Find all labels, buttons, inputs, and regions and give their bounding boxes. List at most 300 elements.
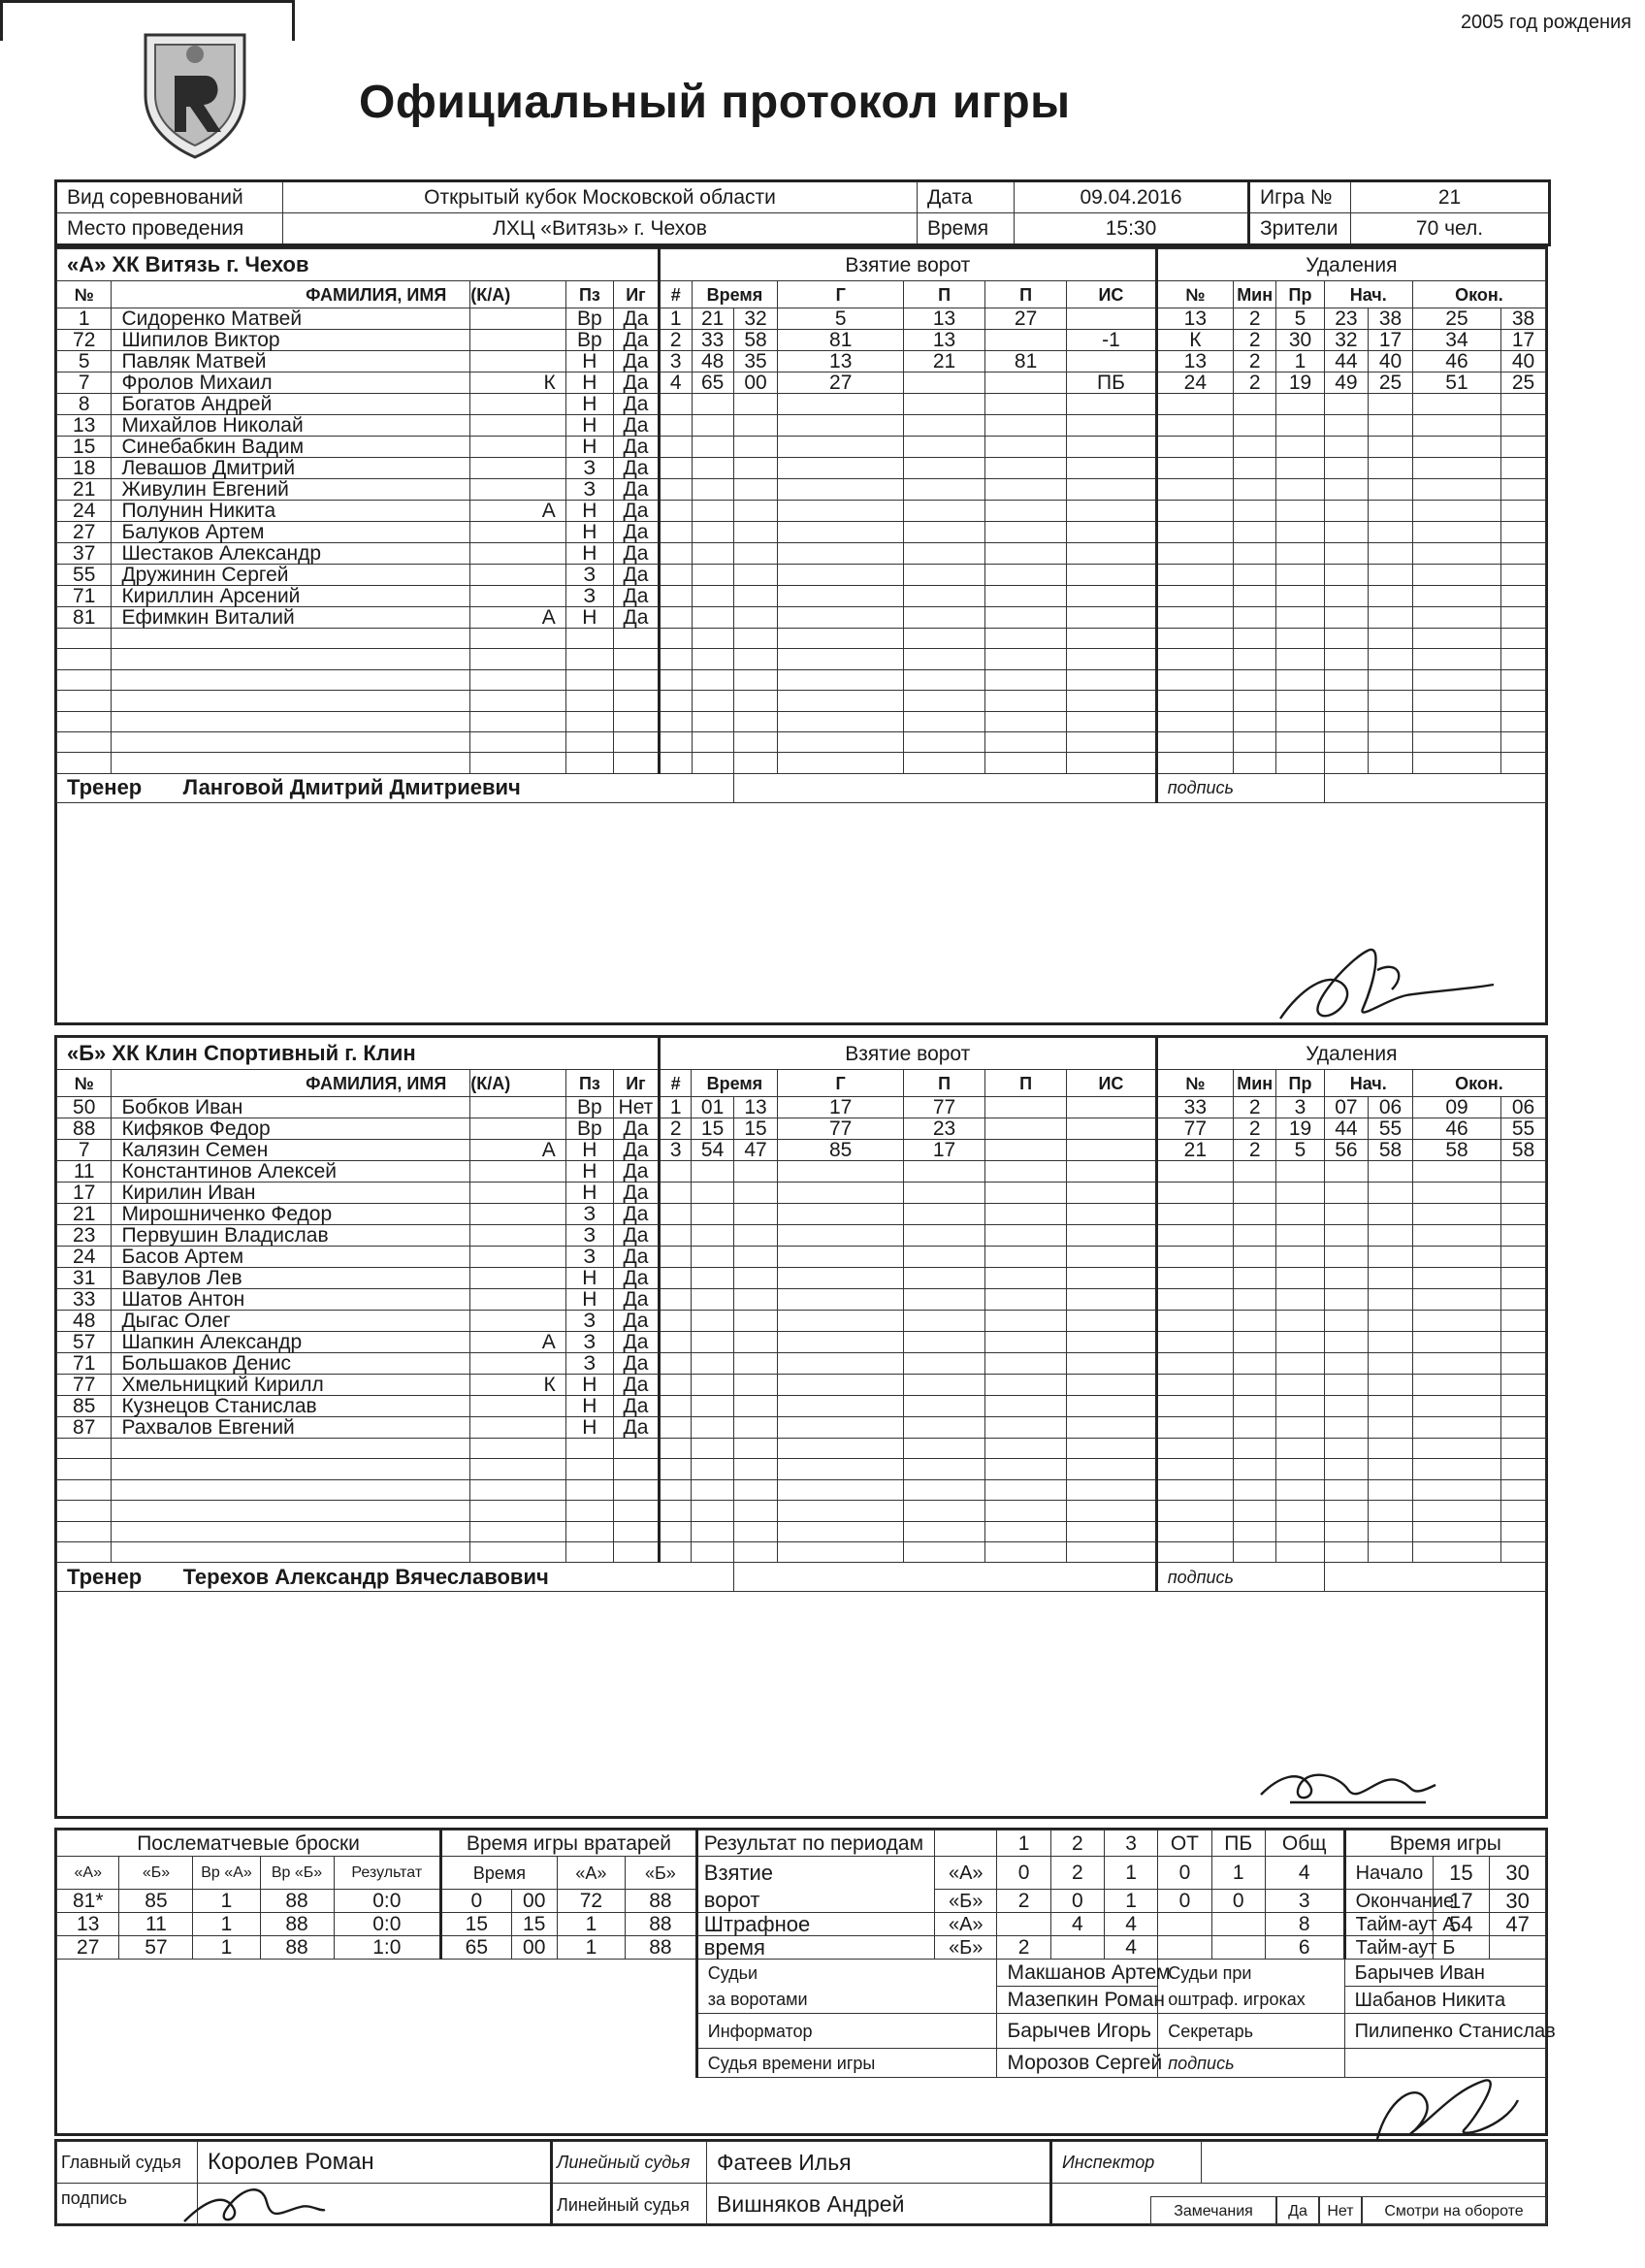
player-played: Да bbox=[614, 522, 660, 543]
start-minute: 30 bbox=[1490, 1857, 1546, 1890]
remarks-area bbox=[1051, 2184, 1547, 2226]
col-goal-scorer: Г bbox=[778, 281, 904, 308]
penalty-end-min bbox=[1412, 1417, 1500, 1439]
player-name bbox=[112, 711, 470, 731]
penalty-end-sec bbox=[1501, 629, 1546, 649]
goal-assist-1 bbox=[904, 479, 985, 501]
goal-number bbox=[659, 753, 692, 773]
goal-scorer bbox=[778, 1375, 904, 1396]
goal-second bbox=[733, 1541, 778, 1562]
goal-minute bbox=[692, 501, 733, 522]
player-played: Да bbox=[614, 437, 660, 458]
goal-minute bbox=[692, 1289, 733, 1311]
remarks-yes: Да bbox=[1276, 2196, 1319, 2225]
col-pen-number: № bbox=[1156, 1070, 1233, 1097]
penalty-end-min: 09 bbox=[1412, 1097, 1500, 1118]
penalty-minutes bbox=[1233, 1183, 1275, 1204]
goal-number bbox=[659, 1247, 692, 1268]
player-position: З bbox=[565, 1204, 613, 1225]
player-number: 11 bbox=[57, 1161, 112, 1183]
player-position bbox=[565, 1521, 613, 1541]
shootout-b: 57 bbox=[119, 1936, 193, 1960]
penalty-number bbox=[1156, 1268, 1233, 1289]
player-role bbox=[470, 437, 565, 458]
penalty-reason: 19 bbox=[1276, 373, 1324, 394]
goal-scorer bbox=[778, 394, 904, 415]
table-row bbox=[57, 753, 1546, 773]
penalty-end-sec bbox=[1501, 649, 1546, 669]
table-row bbox=[57, 1501, 1546, 1521]
penalty-reason bbox=[1276, 1439, 1324, 1459]
penalty-start-min bbox=[1324, 1311, 1369, 1332]
document-title: Официальный протокол игры bbox=[359, 77, 1071, 128]
penalty-end-sec bbox=[1501, 1439, 1546, 1459]
goal-second: 58 bbox=[733, 330, 778, 351]
goal-second bbox=[733, 1417, 778, 1439]
penalty-start-sec bbox=[1369, 1311, 1413, 1332]
team-a-penalties-title: Удаления bbox=[1156, 249, 1545, 281]
period-header-h2: 2 bbox=[1050, 1831, 1104, 1857]
team-b-coach-name: Терехов Александр Вячеславович bbox=[174, 1563, 734, 1592]
player-position: Н bbox=[565, 394, 613, 415]
penalty-reason bbox=[1276, 1247, 1324, 1268]
goal-assist-2 bbox=[985, 1417, 1067, 1439]
goal-assist-2 bbox=[985, 1353, 1067, 1375]
penalty-start-sec bbox=[1369, 1289, 1413, 1311]
goal-assist-1 bbox=[904, 1268, 985, 1289]
goal-assist-1 bbox=[904, 1501, 985, 1521]
penalty-end-min bbox=[1412, 1375, 1500, 1396]
goal-minute bbox=[692, 522, 733, 543]
team-a-coach-signature bbox=[1261, 931, 1503, 1038]
table-row bbox=[57, 586, 1546, 607]
goal-second bbox=[733, 501, 778, 522]
col-pen-reason: Пр bbox=[1276, 1070, 1324, 1097]
goal-assist-1 bbox=[904, 711, 985, 731]
table-row bbox=[57, 1459, 1546, 1479]
table-row bbox=[57, 1289, 1546, 1311]
penalty-start-sec bbox=[1369, 415, 1413, 437]
table-row bbox=[57, 1857, 1546, 1890]
penalty-start-sec bbox=[1369, 731, 1413, 752]
table-row bbox=[57, 1268, 1546, 1289]
team-b-team-name: «Б» ХК Клин Спортивный г. Клин bbox=[57, 1038, 660, 1070]
penalty-start-sec bbox=[1369, 1459, 1413, 1479]
player-name bbox=[112, 1541, 470, 1562]
goal-scorer bbox=[778, 501, 904, 522]
penalty-end-sec bbox=[1501, 731, 1546, 752]
penalty-start-sec bbox=[1369, 691, 1413, 711]
penalty-number bbox=[1156, 1417, 1233, 1439]
col-goal-time: Время bbox=[692, 1070, 778, 1097]
timekeeper-label: Судья времени игры bbox=[696, 2049, 997, 2078]
penalty-start-sec bbox=[1369, 669, 1413, 690]
penalty-end-sec bbox=[1501, 522, 1546, 543]
penalty-end-min: 46 bbox=[1412, 1118, 1500, 1140]
player-played bbox=[614, 649, 660, 669]
goal-minute bbox=[692, 1204, 733, 1225]
penalty-reason: 19 bbox=[1276, 1118, 1324, 1140]
period-row-label: ворот bbox=[696, 1890, 934, 1913]
table-row bbox=[57, 330, 1546, 351]
penalty-minutes bbox=[1233, 711, 1275, 731]
player-played: Да bbox=[614, 330, 660, 351]
goals-a-period: 1 bbox=[1211, 1857, 1265, 1890]
player-played bbox=[614, 691, 660, 711]
col-pen-end: Окон. bbox=[1412, 281, 1545, 308]
goal-situation bbox=[1067, 1417, 1157, 1439]
goal-assist-1 bbox=[904, 586, 985, 607]
penalty-end-sec bbox=[1501, 543, 1546, 565]
penalty-start-min bbox=[1324, 1375, 1369, 1396]
period-value: 4 bbox=[1050, 1913, 1104, 1936]
shootout-col-h_gkb: Вр «Б» bbox=[260, 1857, 334, 1890]
goal-scorer bbox=[778, 1183, 904, 1204]
player-role bbox=[470, 1541, 565, 1562]
goal-assist-2 bbox=[985, 1501, 1067, 1521]
goal-assist-1 bbox=[904, 1459, 985, 1479]
player-role bbox=[470, 1161, 565, 1183]
goal-second bbox=[733, 586, 778, 607]
goal-second bbox=[733, 479, 778, 501]
penalty-end-sec bbox=[1501, 1541, 1546, 1562]
player-name: Кирилин Иван bbox=[112, 1183, 470, 1204]
goalie-col-b: «Б» bbox=[626, 1857, 697, 1890]
player-number bbox=[57, 649, 112, 669]
goal-situation bbox=[1067, 1501, 1157, 1521]
player-number: 71 bbox=[57, 1353, 112, 1375]
period-value: 0 bbox=[1158, 1890, 1211, 1913]
goal-situation bbox=[1067, 1204, 1157, 1225]
penalty-start-min bbox=[1324, 731, 1369, 752]
penalty-reason bbox=[1276, 394, 1324, 415]
player-name: Полунин Никита bbox=[112, 501, 470, 522]
penalty-end-sec bbox=[1501, 691, 1546, 711]
penalty-number bbox=[1156, 711, 1233, 731]
period-value bbox=[1158, 1913, 1211, 1936]
team-a-coach-sign-label: подпись bbox=[1156, 773, 1324, 802]
goal-second bbox=[733, 1353, 778, 1375]
penalty-end-sec bbox=[1501, 607, 1546, 629]
penalty-end-sec bbox=[1501, 458, 1546, 479]
player-role bbox=[470, 1097, 565, 1118]
player-position: З bbox=[565, 1225, 613, 1247]
penalty-minutes bbox=[1233, 586, 1275, 607]
goal-scorer bbox=[778, 1332, 904, 1353]
player-played: Нет bbox=[614, 1097, 660, 1118]
player-name: Фролов Михаил bbox=[112, 373, 470, 394]
penalty-minutes bbox=[1233, 522, 1275, 543]
penalty-end-sec bbox=[1501, 586, 1546, 607]
player-played: Да bbox=[614, 1247, 660, 1268]
penalty-end-sec bbox=[1501, 1247, 1546, 1268]
goal-scorer bbox=[778, 565, 904, 586]
player-name bbox=[112, 1479, 470, 1500]
table-row bbox=[57, 669, 1546, 690]
goal-situation bbox=[1067, 649, 1157, 669]
penalty-minutes bbox=[1233, 458, 1275, 479]
player-role bbox=[470, 586, 565, 607]
penalty-reason bbox=[1276, 731, 1324, 752]
goal-second bbox=[733, 1375, 778, 1396]
table-row bbox=[57, 1936, 1546, 1960]
penalty-end-min bbox=[1412, 1161, 1500, 1183]
shootout-b: 85 bbox=[119, 1890, 193, 1913]
penalty-number bbox=[1156, 649, 1233, 669]
penalty-end-sec bbox=[1501, 1353, 1546, 1375]
penalty-number bbox=[1156, 565, 1233, 586]
penalty-number: 21 bbox=[1156, 1140, 1233, 1161]
goal-second bbox=[733, 437, 778, 458]
penalty-end-min bbox=[1412, 1353, 1500, 1375]
table-row bbox=[57, 501, 1546, 522]
penalty-reason bbox=[1276, 1417, 1324, 1439]
player-name bbox=[112, 1459, 470, 1479]
penalty-start-min: 23 bbox=[1324, 308, 1369, 330]
team-b-coach-signature bbox=[1251, 1756, 1445, 1814]
goal-situation bbox=[1067, 1521, 1157, 1541]
goal-assist-1 bbox=[904, 669, 985, 690]
penalty-reason bbox=[1276, 753, 1324, 773]
goal-assist-2 bbox=[985, 1332, 1067, 1353]
penalty-start-sec bbox=[1369, 586, 1413, 607]
penalty-end-sec bbox=[1501, 1289, 1546, 1311]
goal-second bbox=[733, 607, 778, 629]
goalie-second: 00 bbox=[511, 1890, 557, 1913]
penalty-end-min bbox=[1412, 1439, 1500, 1459]
player-played bbox=[614, 669, 660, 690]
goal-minute bbox=[692, 1541, 733, 1562]
player-name: Дружинин Сергей bbox=[112, 565, 470, 586]
penalty-start-sec bbox=[1369, 522, 1413, 543]
goal-number bbox=[659, 458, 692, 479]
goal-assist-2 bbox=[985, 415, 1067, 437]
goal-second: 32 bbox=[733, 308, 778, 330]
penalty-start-sec bbox=[1369, 1439, 1413, 1459]
penalty-minutes: 2 bbox=[1233, 1097, 1275, 1118]
penalty-minutes bbox=[1233, 1247, 1275, 1268]
penalty-minutes bbox=[1233, 1417, 1275, 1439]
penalty-reason bbox=[1276, 1161, 1324, 1183]
penalty-start-min: 32 bbox=[1324, 330, 1369, 351]
penalty-number: 24 bbox=[1156, 373, 1233, 394]
period-value bbox=[997, 1913, 1050, 1936]
goal-assist-1: 13 bbox=[904, 308, 985, 330]
player-played: Да bbox=[614, 1311, 660, 1332]
table-row bbox=[57, 1118, 1546, 1140]
penalty-end-min bbox=[1412, 1332, 1500, 1353]
goal-assist-1 bbox=[904, 731, 985, 752]
goal-second bbox=[733, 1204, 778, 1225]
goals-a-period: 0 bbox=[997, 1857, 1050, 1890]
penalty-reason bbox=[1276, 1332, 1324, 1353]
player-role bbox=[470, 753, 565, 773]
goal-minute bbox=[692, 629, 733, 649]
table-row bbox=[57, 1960, 1546, 1987]
table-row bbox=[57, 1311, 1546, 1332]
table-row bbox=[57, 1038, 1546, 1070]
penalty-start-min bbox=[1324, 711, 1369, 731]
table-row bbox=[57, 1183, 1546, 1204]
period-header-h1: 1 bbox=[997, 1831, 1050, 1857]
player-role: К bbox=[470, 373, 565, 394]
period-value: 3 bbox=[1265, 1890, 1344, 1913]
goal-second bbox=[733, 1183, 778, 1204]
penalty-start-min bbox=[1324, 1204, 1369, 1225]
col-pen-end: Окон. bbox=[1412, 1070, 1545, 1097]
table-row bbox=[57, 1987, 1546, 2014]
goal-assist-2 bbox=[985, 1161, 1067, 1183]
game-number-label: Игра № bbox=[1249, 181, 1351, 213]
period-header-hot: ОТ bbox=[1158, 1831, 1211, 1857]
shootout-goalie-b: 88 bbox=[260, 1890, 334, 1913]
player-played: Да bbox=[614, 373, 660, 394]
penalty-end-min bbox=[1412, 1225, 1500, 1247]
penalty-end-sec bbox=[1501, 711, 1546, 731]
player-position: Н bbox=[565, 607, 613, 629]
goal-number: 1 bbox=[659, 1097, 692, 1118]
player-role: А bbox=[470, 1140, 565, 1161]
penalty-number: 13 bbox=[1156, 351, 1233, 373]
goal-minute bbox=[692, 649, 733, 669]
penalty-end-min bbox=[1412, 394, 1500, 415]
player-number bbox=[57, 753, 112, 773]
player-number: 71 bbox=[57, 586, 112, 607]
goal-assist-2 bbox=[985, 1289, 1067, 1311]
period-value bbox=[1050, 1936, 1104, 1960]
remarks-no: Нет bbox=[1319, 2196, 1362, 2225]
goal-second: 35 bbox=[733, 351, 778, 373]
goal-situation bbox=[1067, 351, 1157, 373]
table-row bbox=[57, 308, 1546, 330]
penalty-end-min bbox=[1412, 731, 1500, 752]
goalie-b: 88 bbox=[626, 1913, 697, 1936]
player-number bbox=[57, 1459, 112, 1479]
penalty-end-sec bbox=[1501, 753, 1546, 773]
goalie-col-time: Время bbox=[441, 1857, 558, 1890]
goal-situation bbox=[1067, 437, 1157, 458]
goal-assist-1 bbox=[904, 1396, 985, 1417]
player-number: 72 bbox=[57, 330, 112, 351]
player-position: Н bbox=[565, 1289, 613, 1311]
goal-assist-1 bbox=[904, 1311, 985, 1332]
goal-assist-1: 13 bbox=[904, 330, 985, 351]
goal-number bbox=[659, 1289, 692, 1311]
team-a-coach-label: Тренер bbox=[57, 773, 174, 802]
penalty-end-sec: 25 bbox=[1501, 373, 1546, 394]
col-assist-2: П bbox=[985, 1070, 1067, 1097]
penalty-end-min bbox=[1412, 629, 1500, 649]
penalty-minutes bbox=[1233, 1204, 1275, 1225]
penalty-number bbox=[1156, 1247, 1233, 1268]
goal-assist-1 bbox=[904, 1204, 985, 1225]
shootout-goalie-b: 88 bbox=[260, 1936, 334, 1960]
goalie-second: 00 bbox=[511, 1936, 557, 1960]
penalty-number bbox=[1156, 501, 1233, 522]
player-position bbox=[565, 711, 613, 731]
player-number: 7 bbox=[57, 373, 112, 394]
penalty-reason bbox=[1276, 1459, 1324, 1479]
goal-scorer bbox=[778, 1311, 904, 1332]
goal-situation bbox=[1067, 731, 1157, 752]
penalty-judge-1: Барычев Иван bbox=[1344, 1960, 1545, 1987]
penalty-start-min bbox=[1324, 394, 1369, 415]
goal-number: 3 bbox=[659, 1140, 692, 1161]
goal-assist-2 bbox=[985, 691, 1067, 711]
goal-assist-1: 23 bbox=[904, 1118, 985, 1140]
goal-second bbox=[733, 649, 778, 669]
table-row bbox=[57, 373, 1546, 394]
goal-number bbox=[659, 1183, 692, 1204]
shootout-goalie-a: 1 bbox=[193, 1936, 260, 1960]
penalty-start-sec bbox=[1369, 1247, 1413, 1268]
player-played bbox=[614, 753, 660, 773]
player-position: Н bbox=[565, 373, 613, 394]
penalty-end-min bbox=[1412, 649, 1500, 669]
player-name: Большаков Денис bbox=[112, 1353, 470, 1375]
penalty-reason bbox=[1276, 691, 1324, 711]
player-position: Вр bbox=[565, 1097, 613, 1118]
player-name bbox=[112, 731, 470, 752]
penalty-reason bbox=[1276, 1311, 1324, 1332]
goal-number bbox=[659, 1521, 692, 1541]
player-name: Вавулов Лев bbox=[112, 1268, 470, 1289]
table-row bbox=[57, 1479, 1546, 1500]
period-row-label: Штрафное bbox=[696, 1913, 934, 1936]
penalty-number bbox=[1156, 691, 1233, 711]
goal-situation bbox=[1067, 394, 1157, 415]
goal-assist-2 bbox=[985, 458, 1067, 479]
shootout-a: 27 bbox=[57, 1936, 119, 1960]
player-played bbox=[614, 1541, 660, 1562]
player-position bbox=[565, 731, 613, 752]
shootout-goalie-a: 1 bbox=[193, 1890, 260, 1913]
player-name: Константинов Алексей bbox=[112, 1161, 470, 1183]
goalie-b: 88 bbox=[626, 1890, 697, 1913]
goal-scorer: 5 bbox=[778, 308, 904, 330]
penalty-minutes bbox=[1233, 1501, 1275, 1521]
goal-second bbox=[733, 1225, 778, 1247]
penalty-start-sec bbox=[1369, 1521, 1413, 1541]
goal-assist-2 bbox=[985, 565, 1067, 586]
player-played: Да bbox=[614, 1268, 660, 1289]
penalty-minutes bbox=[1233, 1332, 1275, 1353]
goal-minute bbox=[692, 1439, 733, 1459]
informer-name: Барычев Игорь bbox=[997, 2014, 1158, 2049]
table-row bbox=[57, 773, 1546, 802]
penalty-start-min bbox=[1324, 1353, 1369, 1375]
period-value: 6 bbox=[1265, 1936, 1344, 1960]
penalty-reason bbox=[1276, 1375, 1324, 1396]
goalie-second: 15 bbox=[511, 1913, 557, 1936]
goal-situation bbox=[1067, 308, 1157, 330]
penalty-reason bbox=[1276, 607, 1324, 629]
goal-number bbox=[659, 1353, 692, 1375]
period-value: 2 bbox=[997, 1936, 1050, 1960]
penalty-start-sec bbox=[1369, 1332, 1413, 1353]
penalty-reason bbox=[1276, 437, 1324, 458]
player-number bbox=[57, 711, 112, 731]
penalty-number bbox=[1156, 479, 1233, 501]
goal-assist-1: 21 bbox=[904, 351, 985, 373]
shootout-b: 11 bbox=[119, 1913, 193, 1936]
col-played: Иг bbox=[614, 281, 660, 308]
period-value: 0 bbox=[1211, 1890, 1265, 1913]
player-number bbox=[57, 669, 112, 690]
penalty-minutes: 2 bbox=[1233, 351, 1275, 373]
goal-second bbox=[733, 669, 778, 690]
goal-assist-2 bbox=[985, 629, 1067, 649]
